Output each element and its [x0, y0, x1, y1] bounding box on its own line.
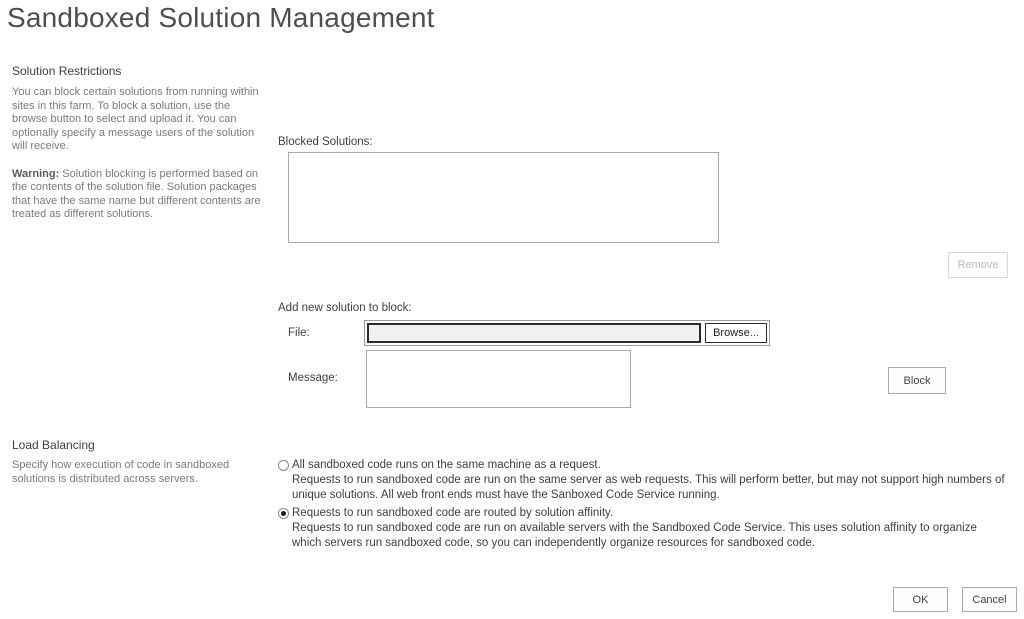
file-input-control[interactable] [364, 320, 770, 346]
load-balancing-section-info [12, 438, 272, 486]
block-button[interactable]: Block [888, 367, 946, 394]
file-label: File: [288, 327, 310, 339]
radio-button-icon[interactable] [278, 460, 289, 471]
load-balancing-heading: Load Balancing [12, 438, 95, 452]
add-new-solution-label: Add new solution to block: [278, 302, 412, 314]
load-balancing-options [278, 458, 1006, 554]
option-same-machine[interactable] [278, 458, 1006, 503]
option-same-machine-label: All sandboxed code runs on the same machine as a request. [292, 459, 601, 471]
option-same-machine-description: Requests to run sandboxed code are run on the same server as web requests. This will perform better, but may not support high numbers of unique solutions. All web front ends must have the Sanboxed Code Service running. [292, 474, 1005, 501]
cancel-button[interactable]: Cancel [962, 587, 1017, 612]
page-title: Sandboxed Solution Management [7, 2, 435, 33]
option-solution-affinity-text [292, 506, 1006, 551]
radio-button-icon[interactable] [278, 508, 289, 519]
option-same-machine-text [292, 458, 1006, 503]
option-solution-affinity-description: Requests to run sandboxed code are run on available servers with the Sandboxed Code Service. This uses solution affinity to organize which servers run sandboxed code, so you can independently organize resources for sandboxed code. [292, 522, 977, 549]
remove-button[interactable]: Remove [948, 252, 1008, 278]
option-solution-affinity[interactable] [278, 506, 1006, 551]
warning-label: Warning: [12, 167, 60, 180]
message-textarea[interactable] [366, 350, 631, 408]
ok-button[interactable]: OK [893, 587, 948, 612]
option-solution-affinity-label: Requests to run sandboxed code are routed by solution affinity. [292, 507, 614, 519]
warning-text: Solution blocking is performed based on the contents of the solution file. Solution packages that have the same name but different contents are treated as different solutions. [12, 167, 261, 220]
solution-restrictions-description: You can block certain solutions from running within sites in this farm. To block a solution, use the browse button to select and upload it. You can optionally specify a message users of the solution will receive. [12, 86, 259, 152]
footer-actions [893, 587, 1017, 612]
blocked-solutions-label: Blocked Solutions: [278, 136, 373, 148]
message-label: Message: [288, 372, 338, 384]
solution-restrictions-warning [12, 168, 265, 222]
solution-restrictions-section-info [12, 64, 265, 222]
load-balancing-description: Specify how execution of code in sandboxed solutions is distributed across servers. [12, 459, 230, 485]
blocked-solutions-listbox[interactable] [288, 152, 719, 243]
solution-restrictions-heading: Solution Restrictions [12, 64, 122, 78]
file-path-input[interactable] [367, 323, 701, 343]
browse-button[interactable]: Browse... [705, 323, 767, 343]
